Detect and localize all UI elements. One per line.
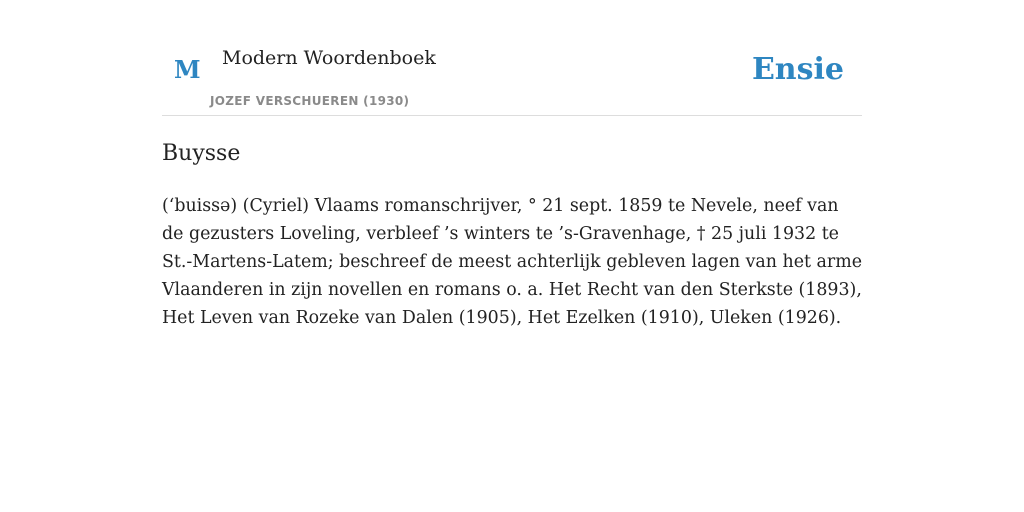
page-container — [162, 0, 862, 328]
book-logo-link[interactable]: M — [174, 55, 201, 84]
book-title[interactable]: Modern Woordenboek — [222, 47, 436, 69]
book-author: JOZEF VERSCHUEREN (1930) — [210, 94, 410, 108]
entry-definition: (ʻbuissə) (Cyriel) Vlaams romanschrijver, ° 21 sept. 1859 te Nevele, neef van de gezusters Loveling, verbleef ’s winters te ’s-Gravenhage, † 25 juli 1932 te St.-Martens-Latem; beschreef de meest achterlijk gebleven lagen van het arme Vlaanderen in zijn novellen en romans o. a. Het Recht van den Sterkste (1893), Het Leven van Rozeke van Dalen (1905), Het Ezelken (1910), Uleken (1926). — [162, 196, 862, 328]
entry-title: Buysse — [162, 141, 241, 166]
book-header — [162, 0, 862, 116]
site-logo-link[interactable]: Ensie — [751, 52, 844, 87]
